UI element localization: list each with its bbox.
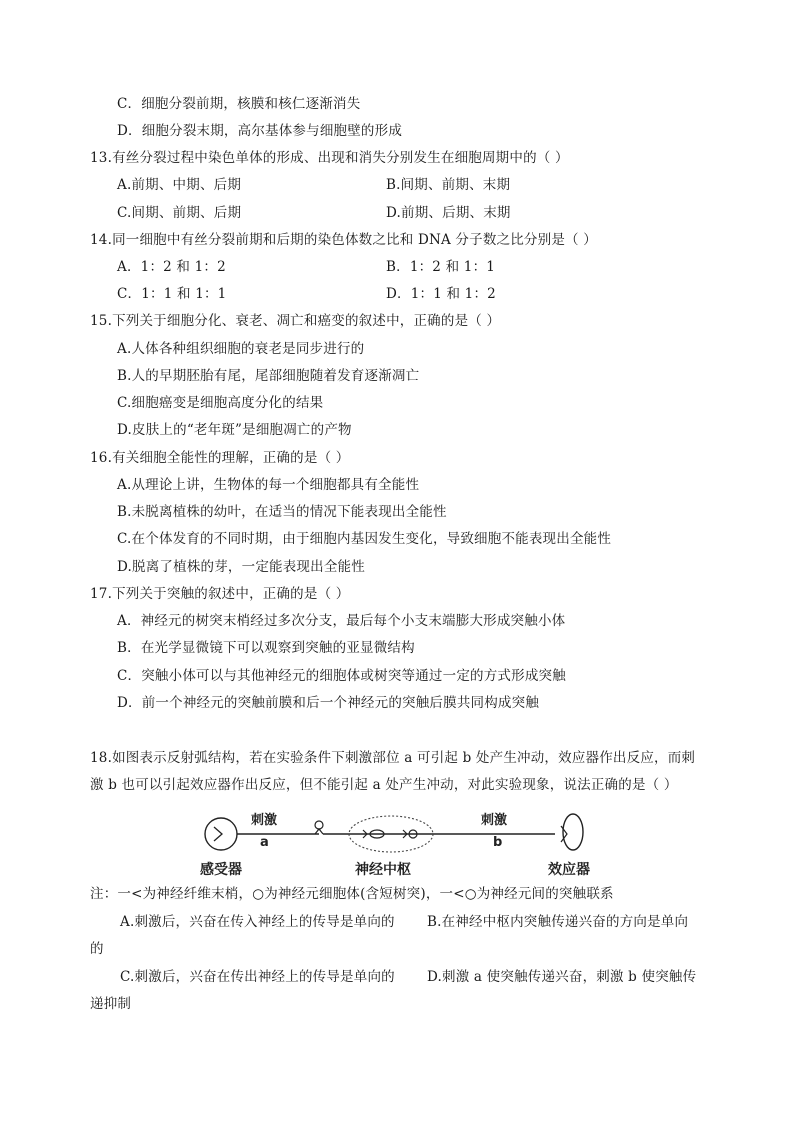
point-a-label: a [260,835,269,850]
stim-a-label: 刺激 [251,813,278,828]
option-16c: C.在个体发育的不同时期，由于细胞内基因发生变化，导致细胞不能表现出全能性 [117,531,612,547]
option-15b: B.人的早期胚胎有尾，尾部细胞随着发育逐渐凋亡 [117,368,420,384]
option-17c: C．突触小体可以与其他神经元的细胞体或树突等通过一定的方式形成突触 [117,668,566,684]
point-b-label: b [493,835,503,850]
receptor-shape [205,818,237,850]
question-17: 17.下列关于突触的叙述中，正确的是（ ） [90,586,350,602]
option-14c: C．1：1 和 1：1 [117,286,227,302]
option-17b: B．在光学显微镜下可以观察到突触的亚显微结构 [117,640,415,656]
option-17a: A．神经元的树突末梢经过多次分支，最后每个小支末端膨大形成突触小体 [117,613,566,629]
option-13a: A.前期、中期、后期 [117,177,242,193]
option-15d: D.皮肤上的“老年斑”是细胞凋亡的产物 [117,422,352,438]
option-18d-line-1: D.刺激 a 使突触传递兴奋，刺激 b 使突触传 [427,969,697,985]
option-18c: C.刺激后，兴奋在传出神经上的传导是单向的 [120,969,395,985]
question-18-line-1: 18.如图表示反射弧结构，若在实验条件下刺激部位 a 可引起 b 处产生冲动，效应器作出反应，而刺 [90,750,696,766]
stim-b-label: 刺激 [481,813,508,828]
option-17d: D．前一个神经元的突触前膜和后一个神经元的突触后膜共同构成突触 [117,695,540,711]
question-14: 14.同一细胞中有丝分裂前期和后期的染色体数之比和 DNA 分子数之比分别是（ ） [90,232,597,248]
receptor-ending [214,827,222,841]
option-16d: D.脱离了植株的芽，一定能表现出全能性 [117,559,365,575]
diagram-note: 注：一<为神经纤维末梢，○为神经元细胞体(含短树突)，一<○为神经元间的突触联系 [90,886,614,902]
reflex-arc-diagram [195,808,605,880]
option-18d-line-2: 递抑制 [90,996,132,1012]
option-13c: C.间期、前期、后期 [117,205,242,221]
option-18b-line-2: 的 [90,941,104,957]
effector-label: 效应器 [548,862,590,878]
option-14a: A．1：2 和 1：2 [117,259,226,275]
option-12d: D．细胞分裂末期，高尔基体参与细胞壁的形成 [117,123,403,139]
option-18b-line-1: B.在神经中枢内突触传递兴奋的方向是单向 [427,914,689,930]
ganglion-cell-body [315,821,323,829]
option-12c: C．细胞分裂前期，核膜和核仁逐渐消失 [117,96,361,112]
option-18a: A.刺激后，兴奋在传入神经上的传导是单向的 [120,914,395,930]
option-16a: A.从理论上讲，生物体的每一个细胞都具有全能性 [117,477,420,493]
option-15c: C.细胞癌变是细胞高度分化的结果 [117,395,324,411]
option-16b: B.未脱离植株的幼叶，在适当的情况下能表现出全能性 [117,504,447,520]
option-13b: B.间期、前期、末期 [386,177,511,193]
option-14b: B．1：2 和 1：1 [386,259,496,275]
option-15a: A.人体各种组织细胞的衰老是同步进行的 [117,341,365,357]
question-16: 16.有关细胞全能性的理解，正确的是（ ） [90,450,350,466]
question-15: 15.下列关于细胞分化、衰老、凋亡和癌变的叙述中，正确的是（ ） [90,313,501,329]
option-13d: D.前期、后期、末期 [386,205,511,221]
nerve-center-label: 神经中枢 [355,862,411,878]
option-14d: D．1：1 和 1：2 [386,286,496,302]
question-13: 13.有丝分裂过程中染色单体的形成、出现和消失分别发生在细胞周期中的（ ） [90,150,569,166]
question-18-line-2: 激 b 也可以引起效应器作出反应，但不能引起 a 处产生冲动，对此实验现象，说法正确的是（ ） [90,777,678,793]
receptor-label: 感受器 [200,862,242,878]
